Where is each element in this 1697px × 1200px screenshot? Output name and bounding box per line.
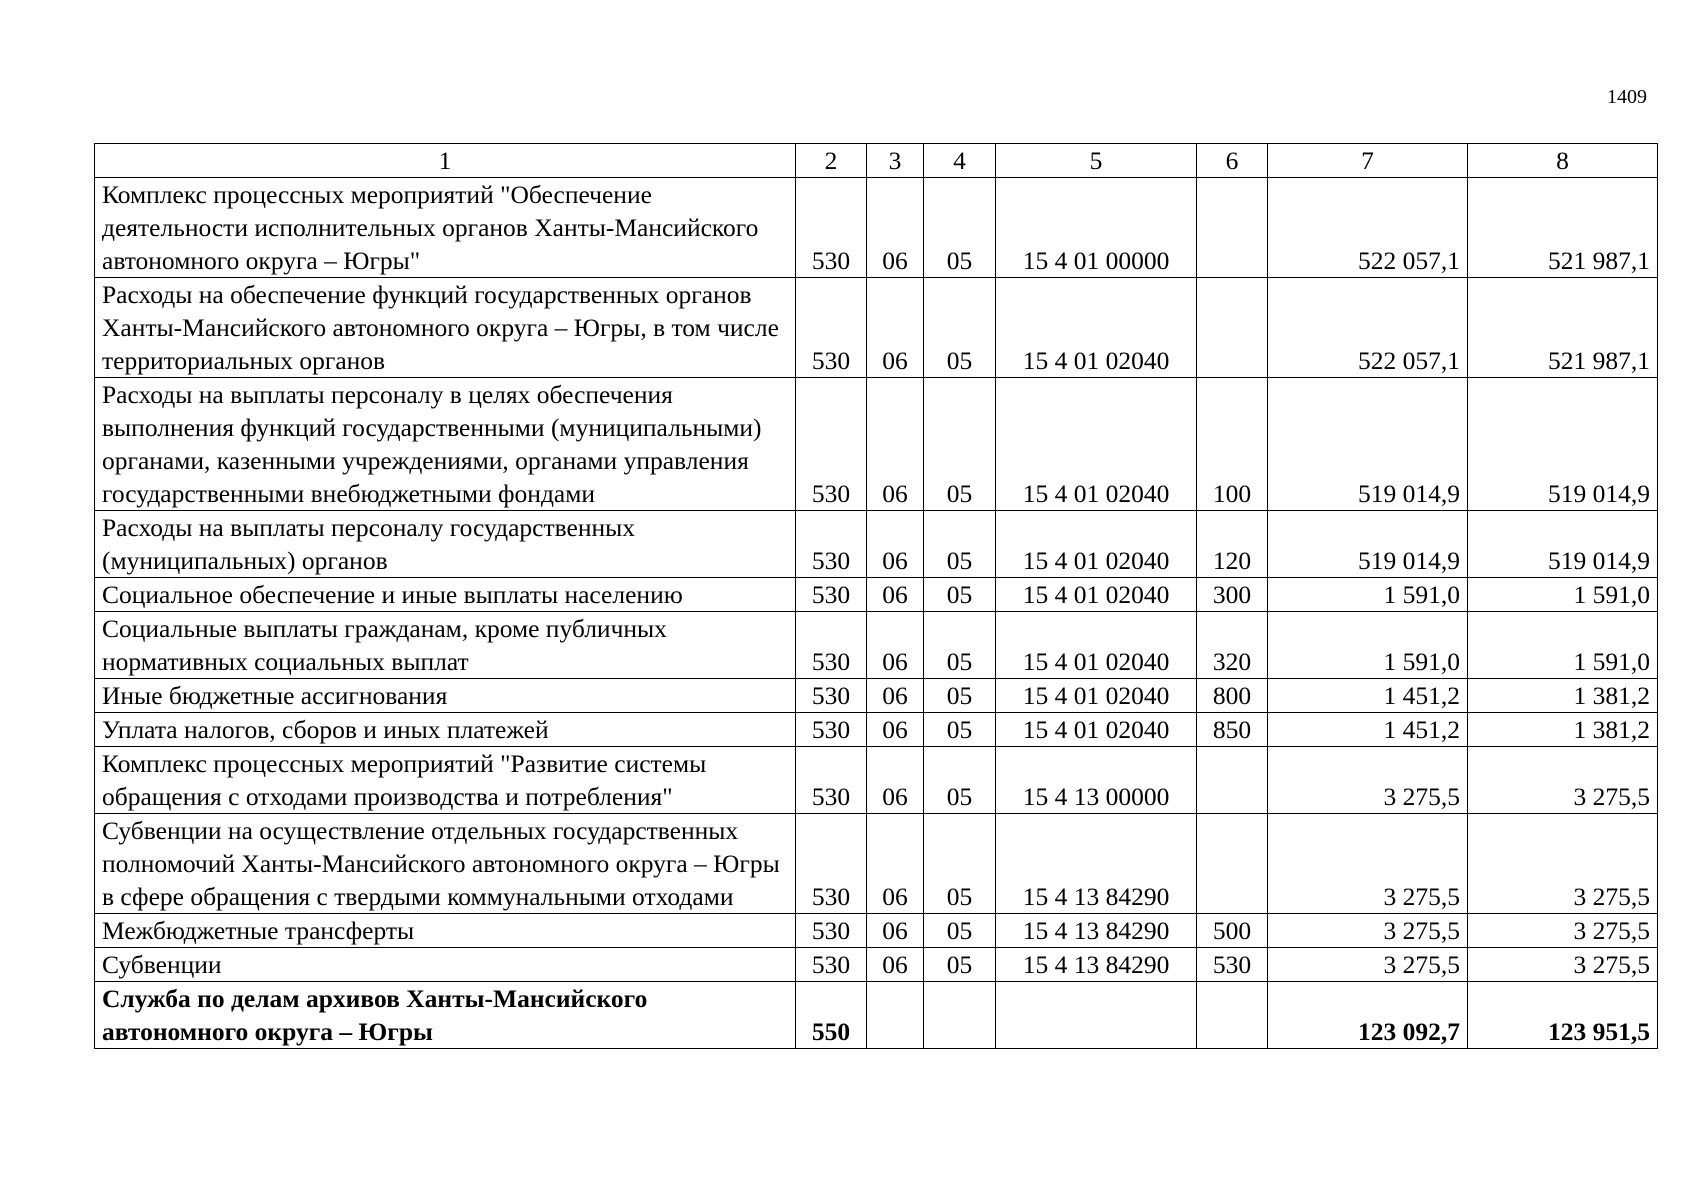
section-cell: 06 bbox=[867, 747, 924, 814]
admin-code-cell: 550 bbox=[796, 982, 867, 1049]
admin-code-cell: 530 bbox=[796, 578, 867, 612]
table-row bbox=[95, 679, 1658, 713]
row-name-cell: Расходы на обеспечение функций государственных органов Ханты-Мансийского автономного округа – Югры, в том числе территориальных органов bbox=[95, 278, 796, 378]
amount-col7-cell: 3 275,5 bbox=[1268, 814, 1468, 914]
subsection-cell: 05 bbox=[924, 747, 996, 814]
expense-type-cell: 300 bbox=[1197, 578, 1268, 612]
header-cell: 4 bbox=[924, 144, 996, 178]
subsection-cell: 05 bbox=[924, 178, 996, 278]
row-name-cell: Комплекс процессных мероприятий "Развитие системы обращения с отходами производства и потребления" bbox=[95, 747, 796, 814]
row-name-cell: Социальные выплаты гражданам, кроме публичных нормативных социальных выплат bbox=[95, 612, 796, 679]
section-cell: 06 bbox=[867, 679, 924, 713]
table-row bbox=[95, 578, 1658, 612]
amount-col8-cell: 1 381,2 bbox=[1468, 713, 1658, 747]
admin-code-cell: 530 bbox=[796, 178, 867, 278]
target-article-cell: 15 4 01 02040 bbox=[996, 679, 1197, 713]
admin-code-cell: 530 bbox=[796, 278, 867, 378]
expense-type-cell: 320 bbox=[1197, 612, 1268, 679]
subsection-cell: 05 bbox=[924, 679, 996, 713]
header-cell: 6 bbox=[1197, 144, 1268, 178]
row-name-cell: Социальное обеспечение и иные выплаты населению bbox=[95, 578, 796, 612]
table-row bbox=[95, 713, 1658, 747]
target-article-cell: 15 4 13 84290 bbox=[996, 948, 1197, 982]
amount-col8-cell: 3 275,5 bbox=[1468, 747, 1658, 814]
row-name-cell: Уплата налогов, сборов и иных платежей bbox=[95, 713, 796, 747]
expense-type-cell: 120 bbox=[1197, 511, 1268, 578]
amount-col8-cell: 521 987,1 bbox=[1468, 278, 1658, 378]
subsection-cell: 05 bbox=[924, 814, 996, 914]
section-cell: 06 bbox=[867, 612, 924, 679]
amount-col7-cell: 123 092,7 bbox=[1268, 982, 1468, 1049]
target-article-cell: 15 4 13 84290 bbox=[996, 814, 1197, 914]
table-header-row bbox=[95, 144, 1658, 178]
amount-col8-cell: 1 381,2 bbox=[1468, 679, 1658, 713]
amount-col8-cell: 1 591,0 bbox=[1468, 578, 1658, 612]
amount-col8-cell: 3 275,5 bbox=[1468, 914, 1658, 948]
row-name-cell: Служба по делам архивов Ханты-Мансийского автономного округа – Югры bbox=[95, 982, 796, 1049]
target-article-cell: 15 4 01 02040 bbox=[996, 612, 1197, 679]
row-name-cell: Расходы на выплаты персоналу в целях обеспечения выполнения функций государственными (муниципальными) органами, казенными учреждениями, органами управления государственными внебюджетными фондами bbox=[95, 378, 796, 511]
section-cell: 06 bbox=[867, 511, 924, 578]
expense-type-cell bbox=[1197, 178, 1268, 278]
target-article-cell: 15 4 01 00000 bbox=[996, 178, 1197, 278]
expense-type-cell: 530 bbox=[1197, 948, 1268, 982]
target-article-cell: 15 4 01 02040 bbox=[996, 511, 1197, 578]
amount-col7-cell: 1 591,0 bbox=[1268, 612, 1468, 679]
admin-code-cell: 530 bbox=[796, 612, 867, 679]
budget-table bbox=[94, 143, 1658, 1049]
section-cell: 06 bbox=[867, 948, 924, 982]
table-row bbox=[95, 511, 1658, 578]
amount-col7-cell: 522 057,1 bbox=[1268, 278, 1468, 378]
target-article-cell: 15 4 01 02040 bbox=[996, 578, 1197, 612]
header-cell: 2 bbox=[796, 144, 867, 178]
section-cell: 06 bbox=[867, 578, 924, 612]
admin-code-cell: 530 bbox=[796, 713, 867, 747]
subsection-cell: 05 bbox=[924, 378, 996, 511]
row-name-cell: Субвенции на осуществление отдельных государственных полномочий Ханты-Мансийского автономного округа – Югры в сфере обращения с твердыми коммунальными отходами bbox=[95, 814, 796, 914]
amount-col7-cell: 522 057,1 bbox=[1268, 178, 1468, 278]
amount-col7-cell: 519 014,9 bbox=[1268, 378, 1468, 511]
subsection-cell: 05 bbox=[924, 511, 996, 578]
table-row bbox=[95, 914, 1658, 948]
section-cell: 06 bbox=[867, 713, 924, 747]
amount-col8-cell: 3 275,5 bbox=[1468, 948, 1658, 982]
target-article-cell: 15 4 13 00000 bbox=[996, 747, 1197, 814]
target-article-cell: 15 4 01 02040 bbox=[996, 278, 1197, 378]
header-cell: 3 bbox=[867, 144, 924, 178]
admin-code-cell: 530 bbox=[796, 378, 867, 511]
target-article-cell: 15 4 13 84290 bbox=[996, 914, 1197, 948]
header-cell: 7 bbox=[1268, 144, 1468, 178]
section-cell: 06 bbox=[867, 814, 924, 914]
header-cell: 1 bbox=[95, 144, 796, 178]
row-name-cell: Межбюджетные трансферты bbox=[95, 914, 796, 948]
amount-col7-cell: 1 591,0 bbox=[1268, 578, 1468, 612]
row-name-cell: Комплекс процессных мероприятий "Обеспечение деятельности исполнительных органов Ханты-Мансийского автономного округа – Югры" bbox=[95, 178, 796, 278]
subsection-cell: 05 bbox=[924, 612, 996, 679]
expense-type-cell: 800 bbox=[1197, 679, 1268, 713]
header-cell: 8 bbox=[1468, 144, 1658, 178]
table-row bbox=[95, 612, 1658, 679]
table-row bbox=[95, 747, 1658, 814]
row-name-cell: Субвенции bbox=[95, 948, 796, 982]
section-cell: 06 bbox=[867, 378, 924, 511]
amount-col7-cell: 3 275,5 bbox=[1268, 948, 1468, 982]
admin-code-cell: 530 bbox=[796, 814, 867, 914]
subsection-cell: 05 bbox=[924, 713, 996, 747]
target-article-cell bbox=[996, 982, 1197, 1049]
section-cell: 06 bbox=[867, 178, 924, 278]
admin-code-cell: 530 bbox=[796, 747, 867, 814]
row-name-cell: Расходы на выплаты персоналу государственных (муниципальных) органов bbox=[95, 511, 796, 578]
admin-code-cell: 530 bbox=[796, 511, 867, 578]
expense-type-cell: 100 bbox=[1197, 378, 1268, 511]
amount-col7-cell: 1 451,2 bbox=[1268, 679, 1468, 713]
row-name-cell: Иные бюджетные ассигнования bbox=[95, 679, 796, 713]
expense-type-cell: 850 bbox=[1197, 713, 1268, 747]
amount-col8-cell: 521 987,1 bbox=[1468, 178, 1658, 278]
subsection-cell: 05 bbox=[924, 578, 996, 612]
admin-code-cell: 530 bbox=[796, 679, 867, 713]
subsection-cell: 05 bbox=[924, 278, 996, 378]
target-article-cell: 15 4 01 02040 bbox=[996, 378, 1197, 511]
target-article-cell: 15 4 01 02040 bbox=[996, 713, 1197, 747]
expense-type-cell bbox=[1197, 747, 1268, 814]
table-row bbox=[95, 814, 1658, 914]
admin-code-cell: 530 bbox=[796, 914, 867, 948]
table-row bbox=[95, 378, 1658, 511]
header-cell: 5 bbox=[996, 144, 1197, 178]
amount-col7-cell: 519 014,9 bbox=[1268, 511, 1468, 578]
expense-type-cell bbox=[1197, 278, 1268, 378]
subsection-cell: 05 bbox=[924, 914, 996, 948]
expense-type-cell bbox=[1197, 982, 1268, 1049]
amount-col7-cell: 1 451,2 bbox=[1268, 713, 1468, 747]
admin-code-cell: 530 bbox=[796, 948, 867, 982]
amount-col8-cell: 519 014,9 bbox=[1468, 511, 1658, 578]
amount-col8-cell: 1 591,0 bbox=[1468, 612, 1658, 679]
subsection-cell bbox=[924, 982, 996, 1049]
section-cell: 06 bbox=[867, 914, 924, 948]
amount-col8-cell: 519 014,9 bbox=[1468, 378, 1658, 511]
amount-col7-cell: 3 275,5 bbox=[1268, 914, 1468, 948]
section-cell: 06 bbox=[867, 278, 924, 378]
amount-col8-cell: 123 951,5 bbox=[1468, 982, 1658, 1049]
table-row bbox=[95, 278, 1658, 378]
amount-col8-cell: 3 275,5 bbox=[1468, 814, 1658, 914]
table-row bbox=[95, 948, 1658, 982]
section-cell bbox=[867, 982, 924, 1049]
table-row bbox=[95, 178, 1658, 278]
subsection-cell: 05 bbox=[924, 948, 996, 982]
amount-col7-cell: 3 275,5 bbox=[1268, 747, 1468, 814]
table-row-total bbox=[95, 982, 1658, 1049]
expense-type-cell: 500 bbox=[1197, 914, 1268, 948]
page-number: 1409 bbox=[1607, 86, 1647, 108]
expense-type-cell bbox=[1197, 814, 1268, 914]
